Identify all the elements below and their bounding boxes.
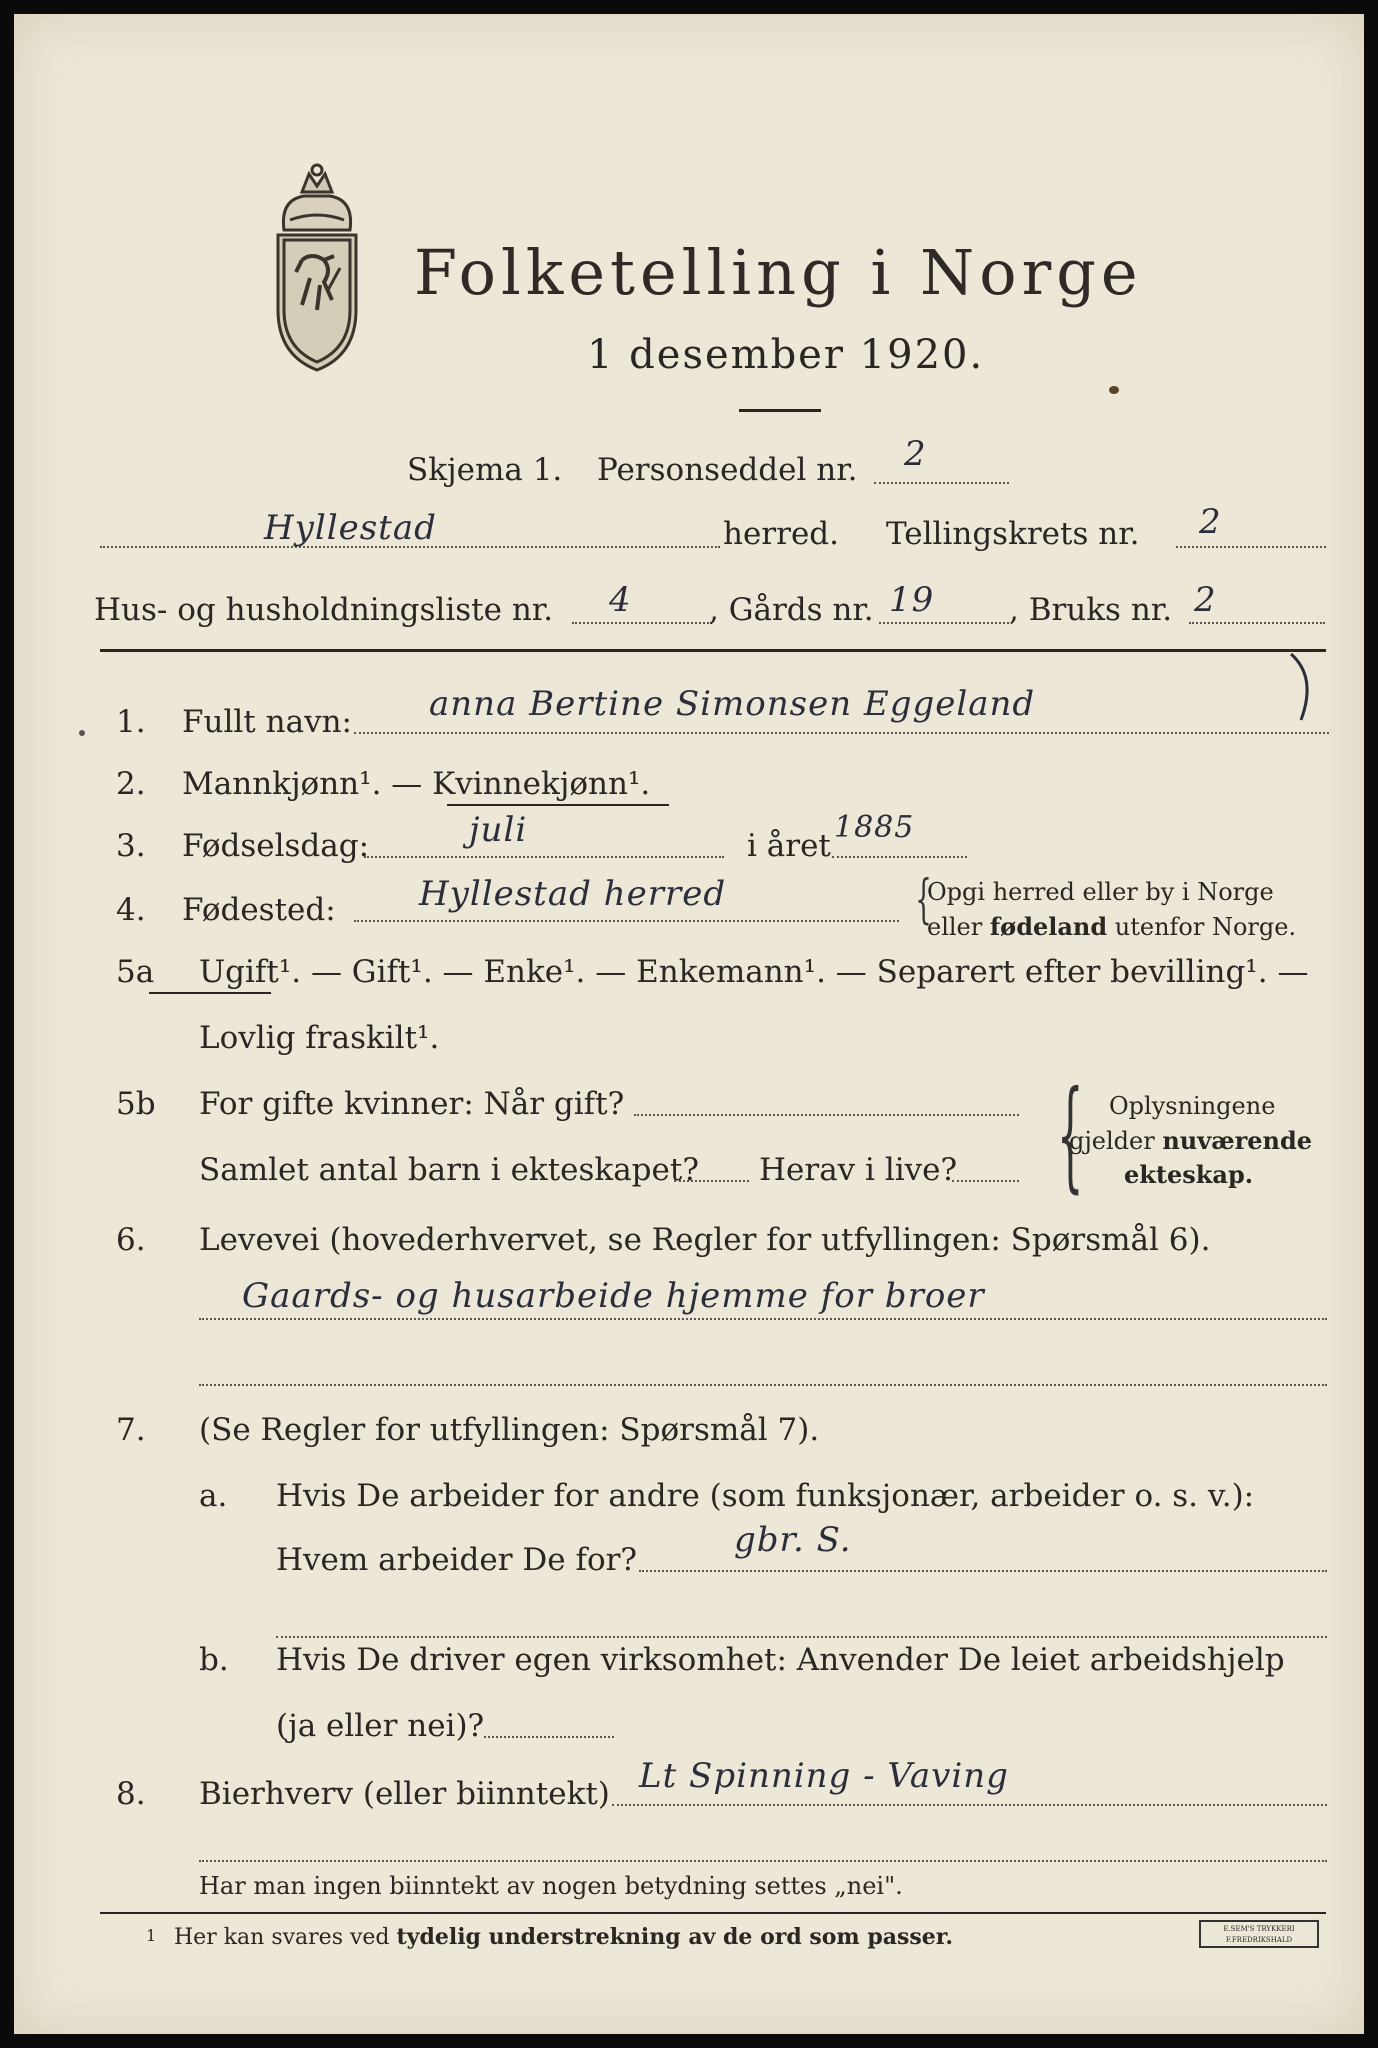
header-rule [100, 649, 1326, 652]
census-form [14, 14, 1364, 2034]
coat-of-arms-icon [262, 160, 372, 375]
q7-label: (Se Regler for utfyllingen: Spørsmål 7). [199, 1412, 820, 1448]
q7a-letter: a. [199, 1478, 228, 1514]
tellingskrets-label: Tellingskrets nr. [886, 516, 1140, 552]
occupation-line-2 [199, 1384, 1327, 1386]
ink-blot [1109, 386, 1119, 394]
herred-label: herred. [723, 516, 839, 552]
bruks-value[interactable]: 2 [1194, 580, 1217, 620]
occupation-line-1 [199, 1318, 1327, 1320]
marriage-note-2: gjelder nuværende [1069, 1126, 1313, 1155]
q7b-question: Hvis De driver egen virksomhet: Anvender De leiet arbeidshjelp [276, 1642, 1285, 1678]
employer-line [639, 1570, 1327, 1572]
birthplace-value[interactable]: Hyllestad herred [419, 874, 727, 914]
schema-label: Skjema 1. [407, 452, 563, 488]
birthplace-note-2: eller fødeland utenfor Norge. [927, 912, 1297, 941]
margin-dot [79, 730, 85, 736]
year-line [832, 856, 967, 858]
q7-number: 7. [116, 1412, 146, 1448]
q1-number: 1. [116, 704, 146, 740]
alive-line [952, 1180, 1019, 1182]
personseddel-label: Personseddel nr. [597, 452, 858, 488]
q5b-number: 5b [116, 1086, 156, 1122]
marital-underline [149, 992, 271, 994]
q6-number: 6. [116, 1222, 146, 1258]
employer-line-2 [276, 1636, 1327, 1638]
q8-number: 8. [116, 1776, 146, 1812]
gender-options: Mannkjønn¹. — Kvinnekjønn¹. [182, 766, 651, 802]
marriage-note-1: Oplysningene [1109, 1092, 1276, 1120]
q4-number: 4. [116, 892, 146, 928]
marriage-note-3: ekteskap. [1124, 1160, 1254, 1189]
occupation-label: Levevei (hovederhvervet, se Regler for utfyllingen: Spørsmål 6). [199, 1222, 1211, 1258]
married-when-label: For gifte kvinner: Når gift? [199, 1086, 625, 1122]
footnote-text: Her kan svares ved tydelig understrekning av de ord som passer. [174, 1924, 954, 1950]
q7a-question: Hvis De arbeider for andre (som funksjonær, arbeider o. s. v.): [276, 1478, 1255, 1514]
marital-status-options: Ugift¹. — Gift¹. — Enke¹. — Enkemann¹. — Separert efter bevilling¹. — [199, 954, 1309, 990]
children-line [674, 1180, 749, 1182]
q7b-letter: b. [199, 1642, 229, 1678]
birth-year-value[interactable]: 1885 [834, 810, 915, 845]
side-income-label: Bierhverv (eller biinntekt) [199, 1776, 610, 1812]
bruks-label: , Bruks nr. [1009, 592, 1173, 628]
hired-help-label: (ja eller nei)? [276, 1708, 485, 1744]
q4-label: Fødested: [182, 892, 336, 928]
bruks-line [1189, 622, 1325, 624]
q1-line [354, 732, 1329, 734]
side-income-value[interactable]: Lt Spinning - Vaving [639, 1756, 1009, 1796]
q3-label: Fødselsdag: [182, 828, 370, 864]
husliste-label: Hus- og husholdningsliste nr. [94, 592, 554, 628]
printer-stamp-line-2: F.FREDRIKSHALD [1225, 1936, 1293, 1944]
married-when-line [634, 1114, 1019, 1116]
year-label: i året [747, 828, 831, 864]
hired-help-line [484, 1736, 614, 1738]
personseddel-line [874, 482, 1009, 484]
form-title: Folketelling i Norge [414, 236, 1143, 309]
employer-value[interactable]: gbr. S. [734, 1520, 852, 1560]
personseddel-value[interactable]: 2 [904, 434, 927, 474]
footer-note: Har man ingen biinntekt av nogen betydning settes „nei". [199, 1872, 903, 1900]
side-income-line-2 [199, 1860, 1327, 1862]
printer-stamp [1199, 1920, 1319, 1948]
printer-stamp-line-1: E.SEM'S TRYKKERI [1223, 1925, 1295, 1933]
birthplace-line [354, 920, 899, 922]
husliste-value[interactable]: 4 [609, 580, 632, 620]
footer-rule [100, 1912, 1326, 1914]
husliste-line [572, 622, 712, 624]
tellingskrets-value[interactable]: 2 [1199, 502, 1222, 542]
herred-value[interactable]: Hyllestad [264, 508, 437, 548]
gender-underline [447, 804, 669, 806]
marital-status-options-2: Lovlig fraskilt¹. [199, 1020, 440, 1056]
occupation-value[interactable]: Gaards- og husarbeide hjemme for broer [242, 1276, 985, 1316]
children-label: Samlet antal barn i ekteskapet? [199, 1152, 699, 1188]
birthday-value[interactable]: juli [469, 810, 528, 850]
gards-value[interactable]: 19 [889, 580, 935, 620]
q5a-number: 5a [116, 954, 155, 990]
tellingskrets-line [1176, 546, 1326, 548]
gards-line [879, 622, 1009, 624]
gards-label: , Gårds nr. [709, 592, 874, 628]
side-income-line [612, 1804, 1327, 1806]
birthplace-note-1: Opgi herred eller by i Norge [927, 878, 1274, 906]
q2-number: 2. [116, 766, 146, 802]
name-ink-flourish [1289, 652, 1319, 722]
footnote-number: 1 [146, 1926, 157, 1945]
birthday-line [364, 856, 724, 858]
alive-label: Herav i live? [759, 1152, 958, 1188]
q3-number: 3. [116, 828, 146, 864]
birthplace-brace: { [915, 870, 932, 930]
q1-label: Fullt navn: [182, 704, 352, 740]
full-name-value[interactable]: anna Bertine Simonsen Eggeland [429, 684, 1036, 724]
census-date: 1 desember 1920. [587, 332, 985, 378]
employer-label: Hvem arbeider De for? [276, 1542, 638, 1578]
title-divider [739, 409, 821, 412]
marriage-brace: { [1056, 1066, 1084, 1205]
